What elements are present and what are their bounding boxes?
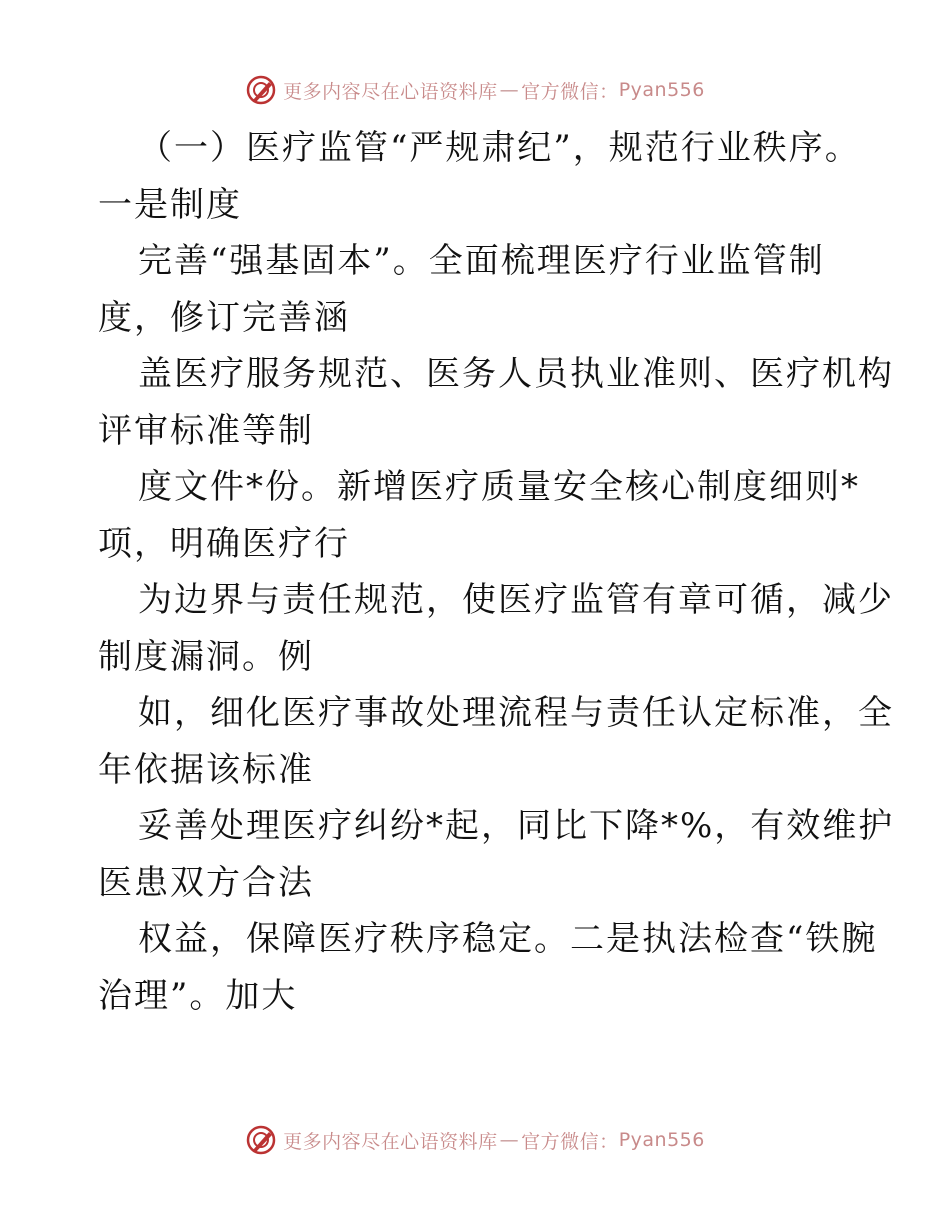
watermark-separator: — [499, 79, 520, 101]
text-line: 医患双方合法 [98, 862, 314, 903]
watermark-separator: — [499, 1129, 520, 1151]
text-line: 完善“强基固本”。全面梳理医疗行业监管制 [138, 241, 825, 281]
text-line: 度，修订完善涵 [98, 297, 350, 338]
header-watermark [0, 70, 950, 110]
footer-watermark [0, 1120, 950, 1160]
text-line: 权益，保障医疗秩序稳定。二是执法检查“铁腕 [138, 919, 878, 959]
text-line: 盖医疗服务规范、医务人员执业准则、医疗机构 [138, 354, 894, 394]
watermark-wechat-id: Pyan556 [618, 1129, 705, 1151]
text-line: 如，细化医疗事故处理流程与责任认定标准，全 [138, 693, 894, 733]
watermark-wechat-id: Pyan556 [618, 79, 705, 101]
text-line: 制度漏洞。例 [98, 636, 314, 677]
text-line: 为边界与责任规范，使医疗监管有章可循，减少 [138, 580, 894, 620]
text-line: 治理”。加大 [98, 975, 298, 1016]
pen-logo-icon [245, 1124, 277, 1156]
watermark-text: 更多内容尽在心语资料库 [283, 1130, 498, 1153]
watermark-text: 更多内容尽在心语资料库 [283, 80, 498, 103]
document-body [98, 120, 895, 1024]
text-line: 年依据该标准 [98, 749, 314, 790]
text-line: 度文件*份。新增医疗质量安全核心制度细则* [138, 467, 860, 507]
text-line: 妥善处理医疗纠纷*起，同比下降*%，有效维护 [138, 806, 895, 846]
text-line: （一）医疗监管“严规肃纪”，规范行业秩序。 [138, 128, 861, 168]
watermark-wechat-label: 官方微信： [521, 1130, 619, 1153]
text-line: 一是制度 [98, 184, 242, 225]
pen-logo-icon [245, 74, 277, 106]
text-line: 项，明确医疗行 [98, 523, 350, 564]
text-line: 评审标准等制 [98, 410, 314, 451]
watermark-wechat-label: 官方微信： [521, 80, 619, 103]
